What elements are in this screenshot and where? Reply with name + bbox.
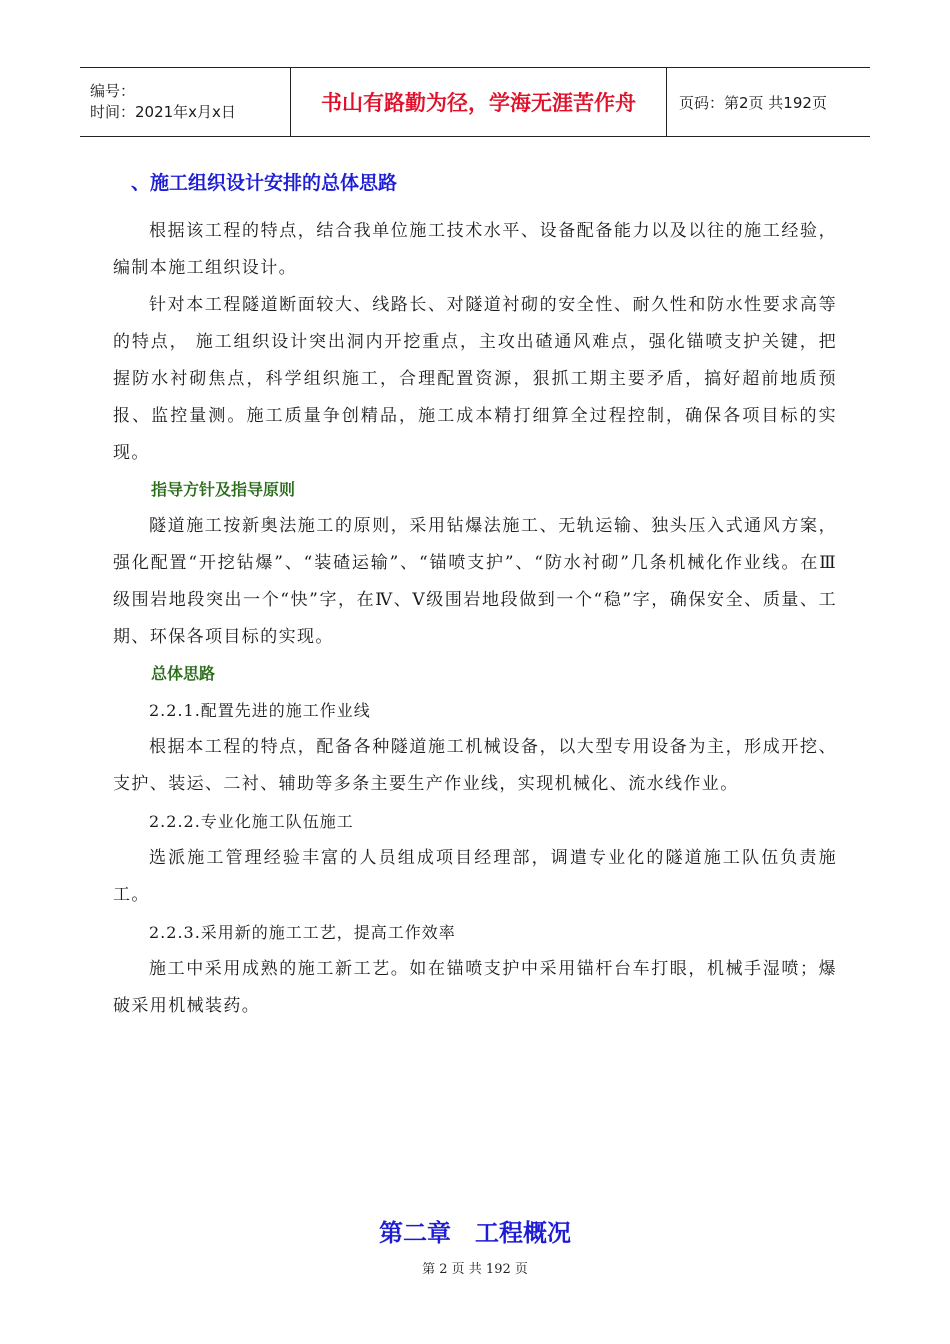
paragraph-1: 根据该工程的特点，结合我单位施工技术水平、设备配备能力以及以往的施工经验，编制本施工组织设计。: [113, 221, 837, 278]
subheading-guidance: 指导方针及指导原则: [151, 480, 296, 499]
paragraph-6: 施工中采用成熟的施工新工艺。如在锚喷支护中采用锚杆台车打眼，机械手湿喷；爆破采用机械装药。: [113, 959, 837, 1016]
header-motto-cell: [290, 68, 667, 136]
paragraph-4: 根据本工程的特点，配备各种隧道施工机械设备，以大型专用设备为主，形成开挖、支护、装运、二衬、辅助等多条主要生产作业线，实现机械化、流水线作业。: [113, 737, 837, 794]
page-content: [113, 168, 837, 1025]
header-left-cell: [80, 68, 290, 136]
section-title: 、施工组织设计安排的总体思路: [131, 172, 398, 194]
subheading-overall: 总体思路: [151, 664, 216, 683]
header-page-info: 页码：第2页 共192页: [679, 93, 827, 112]
motto-text: 书山有路勤为径，学海无涯苦作舟: [321, 91, 636, 115]
number-label: 编号：: [90, 82, 136, 100]
time-label: 时间：2021年x月x日: [90, 103, 236, 121]
paragraph-5: 选派施工管理经验丰富的人员组成项目经理部，调遣专业化的隧道施工队伍负责施工。: [113, 848, 837, 905]
numbered-item-2: 2.2.2.专业化施工队伍施工: [149, 812, 354, 831]
paragraph-2: 针对本工程隧道断面较大、线路长、对隧道衬砌的安全性、耐久性和防水性要求高等的特点， 施工组织设计突出洞内开挖重点，主攻出碴通风难点，强化锚喷支护关键，把握防水衬砌焦点，科学组织施工，合理配置资源，狠抓工期主要矛盾，搞好超前地质预报、监控量测。施工质量争创精品，施工成本精打细算全过程控制，确保各项目标的实现。: [113, 295, 837, 463]
numbered-item-1: 2.2.1.配置先进的施工作业线: [149, 701, 371, 720]
page-footer: 第 2 页 共 192 页: [422, 1262, 528, 1277]
numbered-item-3: 2.2.3.采用新的施工工艺，提高工作效率: [149, 923, 456, 942]
paragraph-3: 隧道施工按新奥法施工的原则，采用钻爆法施工、无轨运输、独头压入式通风方案，强化配置“开挖钻爆”、“装碴运输”、“锚喷支护”、“防水衬砌”几条机械化作业线。在Ⅲ级围岩地段突出一个“快”字，在Ⅳ、Ⅴ级围岩地段做到一个“稳”字，确保安全、质量、工期、环保各项目标的实现。: [113, 516, 837, 647]
header-table: [80, 67, 870, 137]
chapter-title: 第二章 工程概况: [379, 1219, 571, 1247]
